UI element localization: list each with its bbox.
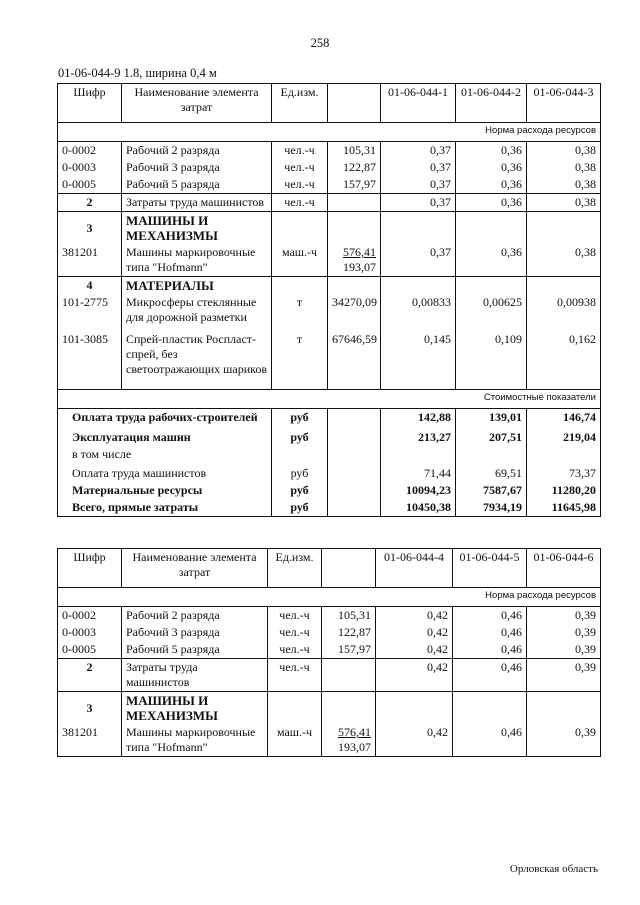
cell-value: 0,36 <box>456 194 527 212</box>
table-row <box>58 724 601 757</box>
cell-value: 0,38 <box>527 176 601 194</box>
cell-value: 0,46 <box>453 624 527 641</box>
cost-name: Оплата труда рабочих-строителей <box>58 409 272 427</box>
header-code: Шифр <box>58 549 122 588</box>
cell-value: 0,36 <box>456 176 527 194</box>
header-col-1: 01-06-044-4 <box>376 549 453 588</box>
cell-value: 0,39 <box>527 607 601 625</box>
cell-name: Затраты труда машинистов <box>122 659 268 692</box>
cost-label: Стоимостные показатели <box>58 390 601 409</box>
cell-code: 0-0003 <box>58 624 122 641</box>
price-top: 576,41 <box>338 725 371 739</box>
table-row <box>58 142 601 160</box>
price-bottom: 193,07 <box>343 260 376 274</box>
header-name: Наименование элемента затрат <box>122 84 272 123</box>
price-bottom: 193,07 <box>338 740 371 754</box>
cell-name: Рабочий 5 разряда <box>122 641 268 659</box>
table-row <box>58 159 601 176</box>
cell-unit: маш.-ч <box>272 244 328 277</box>
cell-name: Рабочий 3 разряда <box>122 159 272 176</box>
cell-price <box>322 724 376 757</box>
cell-value: 0,42 <box>376 659 453 692</box>
table-row <box>58 176 601 194</box>
header-unit: Ед.изм. <box>272 84 328 123</box>
cost-unit: руб <box>272 482 328 499</box>
resource-table-1 <box>57 83 601 517</box>
cell-code: 3 <box>58 692 122 725</box>
cost-name: в том числе <box>58 446 272 463</box>
cell-value: 0,39 <box>527 724 601 757</box>
section-title: МАШИНЫ И МЕХАНИЗМЫ <box>122 212 272 245</box>
cost-value: 73,37 <box>527 463 601 482</box>
cell-unit: маш.-ч <box>268 724 322 757</box>
header-col-2: 01-06-044-5 <box>453 549 527 588</box>
cell-value: 0,38 <box>527 194 601 212</box>
cost-row <box>58 499 601 517</box>
cell-value: 0,00938 <box>527 294 601 326</box>
cell-value: 0,36 <box>456 244 527 277</box>
cost-row <box>58 482 601 499</box>
cell-name: Спрей-пластик Роспласт-спрей, без светоотражающих шариков <box>122 326 272 390</box>
cost-value: 7587,67 <box>456 482 527 499</box>
cell-code: 0-0005 <box>58 176 122 194</box>
page-number: 258 <box>310 36 330 50</box>
cost-row <box>58 463 601 482</box>
cost-value: 213,27 <box>381 426 456 446</box>
cost-value: 69,51 <box>456 463 527 482</box>
cell-name: Машины маркировочные типа "Hofmann" <box>122 724 268 757</box>
cell-price: 67646,59 <box>328 326 381 390</box>
cell-value: 0,37 <box>381 244 456 277</box>
price-top: 576,41 <box>343 245 376 259</box>
cell-value: 0,38 <box>527 159 601 176</box>
cell-price <box>328 244 381 277</box>
cell-name: Рабочий 2 разряда <box>122 607 268 625</box>
cost-value: 207,51 <box>456 426 527 446</box>
cell-unit: чел.-ч <box>272 194 328 212</box>
cell-unit: чел.-ч <box>268 659 322 692</box>
section-row <box>58 692 601 725</box>
cell-code: 101-3085 <box>58 326 122 390</box>
cell-value: 0,162 <box>527 326 601 390</box>
cell-value: 0,37 <box>381 159 456 176</box>
norm-label: Норма расхода ресурсов <box>58 123 601 142</box>
cell-unit: т <box>272 326 328 390</box>
cost-value: 11280,20 <box>527 482 601 499</box>
cost-value: 146,74 <box>527 409 601 427</box>
cell-name: Рабочий 2 разряда <box>122 142 272 160</box>
cell-price: 105,31 <box>322 607 376 625</box>
table-row <box>58 294 601 326</box>
cost-value <box>456 446 527 463</box>
table-row <box>58 659 601 692</box>
cost-row <box>58 409 601 427</box>
cell-unit: чел.-ч <box>272 142 328 160</box>
header-price <box>328 84 381 123</box>
cell-value: 0,46 <box>453 607 527 625</box>
table-row <box>58 641 601 659</box>
cell-unit: чел.-ч <box>268 624 322 641</box>
cell-value: 0,42 <box>376 724 453 757</box>
cell-value: 0,42 <box>376 641 453 659</box>
cell-code: 0-0003 <box>58 159 122 176</box>
cell-value: 0,46 <box>453 659 527 692</box>
cost-unit: руб <box>272 499 328 517</box>
table-row <box>58 607 601 625</box>
cell-code: 381201 <box>58 244 122 277</box>
cost-value: 71,44 <box>381 463 456 482</box>
header-unit: Ед.изм. <box>268 549 322 588</box>
table-row <box>58 244 601 277</box>
cell-name: Рабочий 3 разряда <box>122 624 268 641</box>
cell-value: 0,37 <box>381 194 456 212</box>
cell-value: 0,39 <box>527 624 601 641</box>
cost-value <box>527 446 601 463</box>
cell-name: Рабочий 5 разряда <box>122 176 272 194</box>
cost-value: 219,04 <box>527 426 601 446</box>
cell-value: 0,38 <box>527 244 601 277</box>
cell-unit: т <box>272 294 328 326</box>
cell-value: 0,145 <box>381 326 456 390</box>
cost-name: Эксплуатация машин <box>58 426 272 446</box>
section-row <box>58 212 601 245</box>
header-col-3: 01-06-044-3 <box>527 84 601 123</box>
cell-price: 157,97 <box>322 641 376 659</box>
cell-unit: чел.-ч <box>272 176 328 194</box>
cell-value: 0,37 <box>381 142 456 160</box>
cell-value: 0,37 <box>381 176 456 194</box>
cell-value: 0,36 <box>456 159 527 176</box>
cell-price: 34270,09 <box>328 294 381 326</box>
header-code: Шифр <box>58 84 122 123</box>
cell-code: 0-0005 <box>58 641 122 659</box>
cell-value: 0,39 <box>527 641 601 659</box>
header-name: Наименование элемента затрат <box>122 549 268 588</box>
cost-value: 10450,38 <box>381 499 456 517</box>
cell-code: 0-0002 <box>58 142 122 160</box>
cell-price <box>322 659 376 692</box>
cost-unit: руб <box>272 426 328 446</box>
cell-value: 0,46 <box>453 641 527 659</box>
cost-value: 11645,98 <box>527 499 601 517</box>
cost-value: 142,88 <box>381 409 456 427</box>
cell-code: 3 <box>58 212 122 245</box>
cell-value: 0,00833 <box>381 294 456 326</box>
cell-value: 0,46 <box>453 724 527 757</box>
header-col-3: 01-06-044-6 <box>527 549 601 588</box>
cost-row <box>58 446 601 463</box>
cell-code: 381201 <box>58 724 122 757</box>
cost-value: 7934,19 <box>456 499 527 517</box>
resource-table-2 <box>57 548 601 757</box>
cell-code: 2 <box>58 194 122 212</box>
cost-name: Материальные ресурсы <box>58 482 272 499</box>
table-header-row <box>58 549 601 588</box>
cell-value: 0,39 <box>527 659 601 692</box>
cost-unit <box>272 446 328 463</box>
cost-row <box>58 426 601 446</box>
cell-price: 157,97 <box>328 176 381 194</box>
norm-label: Норма расхода ресурсов <box>58 588 601 607</box>
cell-price <box>328 194 381 212</box>
header-col-1: 01-06-044-1 <box>381 84 456 123</box>
cell-unit: чел.-ч <box>268 607 322 625</box>
table-code-caption: 01-06-044-9 1.8, ширина 0,4 м <box>58 66 217 80</box>
cell-value: 0,42 <box>376 607 453 625</box>
cell-value: 0,42 <box>376 624 453 641</box>
cell-code: 4 <box>58 277 122 295</box>
section-row <box>58 277 601 295</box>
cell-value: 0,36 <box>456 142 527 160</box>
table-row <box>58 326 601 390</box>
header-col-2: 01-06-044-2 <box>456 84 527 123</box>
cell-code: 101-2775 <box>58 294 122 326</box>
cell-name: Микросферы стеклянные для дорожной разметки <box>122 294 272 326</box>
cell-value: 0,109 <box>456 326 527 390</box>
footer-region: Орловская область <box>509 863 598 875</box>
table-row <box>58 194 601 212</box>
cell-code: 2 <box>58 659 122 692</box>
cost-name: Оплата труда машинистов <box>58 463 272 482</box>
cell-code: 0-0002 <box>58 607 122 625</box>
section-title: МАШИНЫ И МЕХАНИЗМЫ <box>122 692 268 725</box>
cost-value: 139,01 <box>456 409 527 427</box>
cell-name: Машины маркировочные типа "Hofmann" <box>122 244 272 277</box>
cell-value: 0,38 <box>527 142 601 160</box>
table-row <box>58 624 601 641</box>
header-price <box>322 549 376 588</box>
cost-name: Всего, прямые затраты <box>58 499 272 517</box>
cell-price: 105,31 <box>328 142 381 160</box>
cell-value: 0,00625 <box>456 294 527 326</box>
cell-unit: чел.-ч <box>272 159 328 176</box>
table-header-row <box>58 84 601 123</box>
cell-price: 122,87 <box>328 159 381 176</box>
cell-unit: чел.-ч <box>268 641 322 659</box>
cost-unit: руб <box>272 463 328 482</box>
cell-price: 122,87 <box>322 624 376 641</box>
cost-value <box>381 446 456 463</box>
section-title: МАТЕРИАЛЫ <box>122 277 272 295</box>
cost-unit: руб <box>272 409 328 427</box>
cost-value: 10094,23 <box>381 482 456 499</box>
cell-name: Затраты труда машинистов <box>122 194 272 212</box>
